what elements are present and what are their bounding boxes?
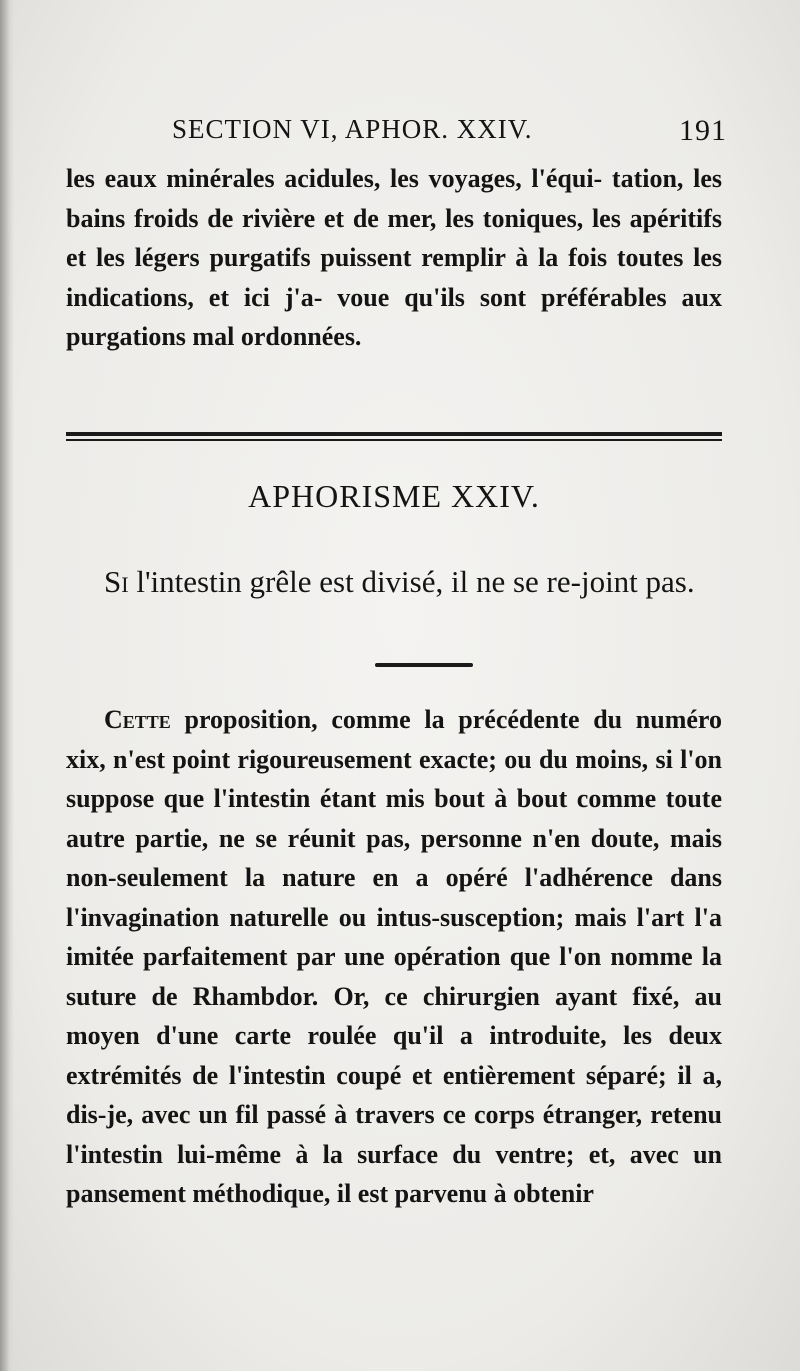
- aphorism-title: APHORISME XXIV.: [248, 478, 540, 514]
- text-line: toniques, les apéritifs et les légers purgatifs puissent: [66, 203, 722, 272]
- commentary-text: proposition, comme la précédente du numéro xix, n'est point rigoureusement exacte; ou du moins, si l'on suppose que l'intestin étant mis bout à bout comme toute autre partie, ne se réunit pas, personne n'en doute, mais non-seulement la nature en a opéré l'adhérence dans l'invagination naturelle ou intus-susception; mais l'art l'a imitée parfaitement par une opération que l'on nomme la suture de Rhambdor. Or, ce chirurgien ayant fixé, au moyen d'une carte roulée qu'il a introduite, les deux extrémités de l'intestin coupé et entièrement séparé; il a, dis-je, avec un fil passé à travers ce corps étranger, retenu l'intestin lui-même à la surface du ventre; et, avec un pansement méthodique, il est parvenu à obtenir: [66, 705, 722, 1208]
- text-line: remplir à la fois toutes les indications, et ici j'a-: [66, 243, 723, 312]
- aphorism-initial: Si: [104, 564, 129, 599]
- commentary-initial: Cette: [104, 705, 171, 734]
- continued-paragraph: [66, 159, 722, 357]
- text-line: ordonnées.: [240, 322, 362, 351]
- double-rule-divider: [66, 432, 722, 444]
- aphorism-statement: [66, 560, 722, 604]
- running-title: SECTION VI, APHOR. XXIV.: [172, 114, 533, 144]
- text-line: tation, les bains froids de rivière et de mer, les: [66, 164, 722, 233]
- thin-rule: [66, 439, 722, 441]
- running-header: [172, 114, 727, 154]
- short-rule-divider: [375, 663, 473, 667]
- page-number: 191: [679, 114, 727, 147]
- aphorism-text: l'intestin grêle est divisé, il ne se re-joint pas.: [128, 564, 695, 599]
- page-gutter-shadow: [0, 0, 14, 1371]
- thick-rule: [66, 432, 722, 436]
- text-line: voue qu'ils sont préférables aux purgations mal: [66, 282, 722, 351]
- commentary-paragraph: [66, 700, 722, 1214]
- text-line: les eaux minérales acidules, les voyages, l'équi-: [66, 164, 603, 193]
